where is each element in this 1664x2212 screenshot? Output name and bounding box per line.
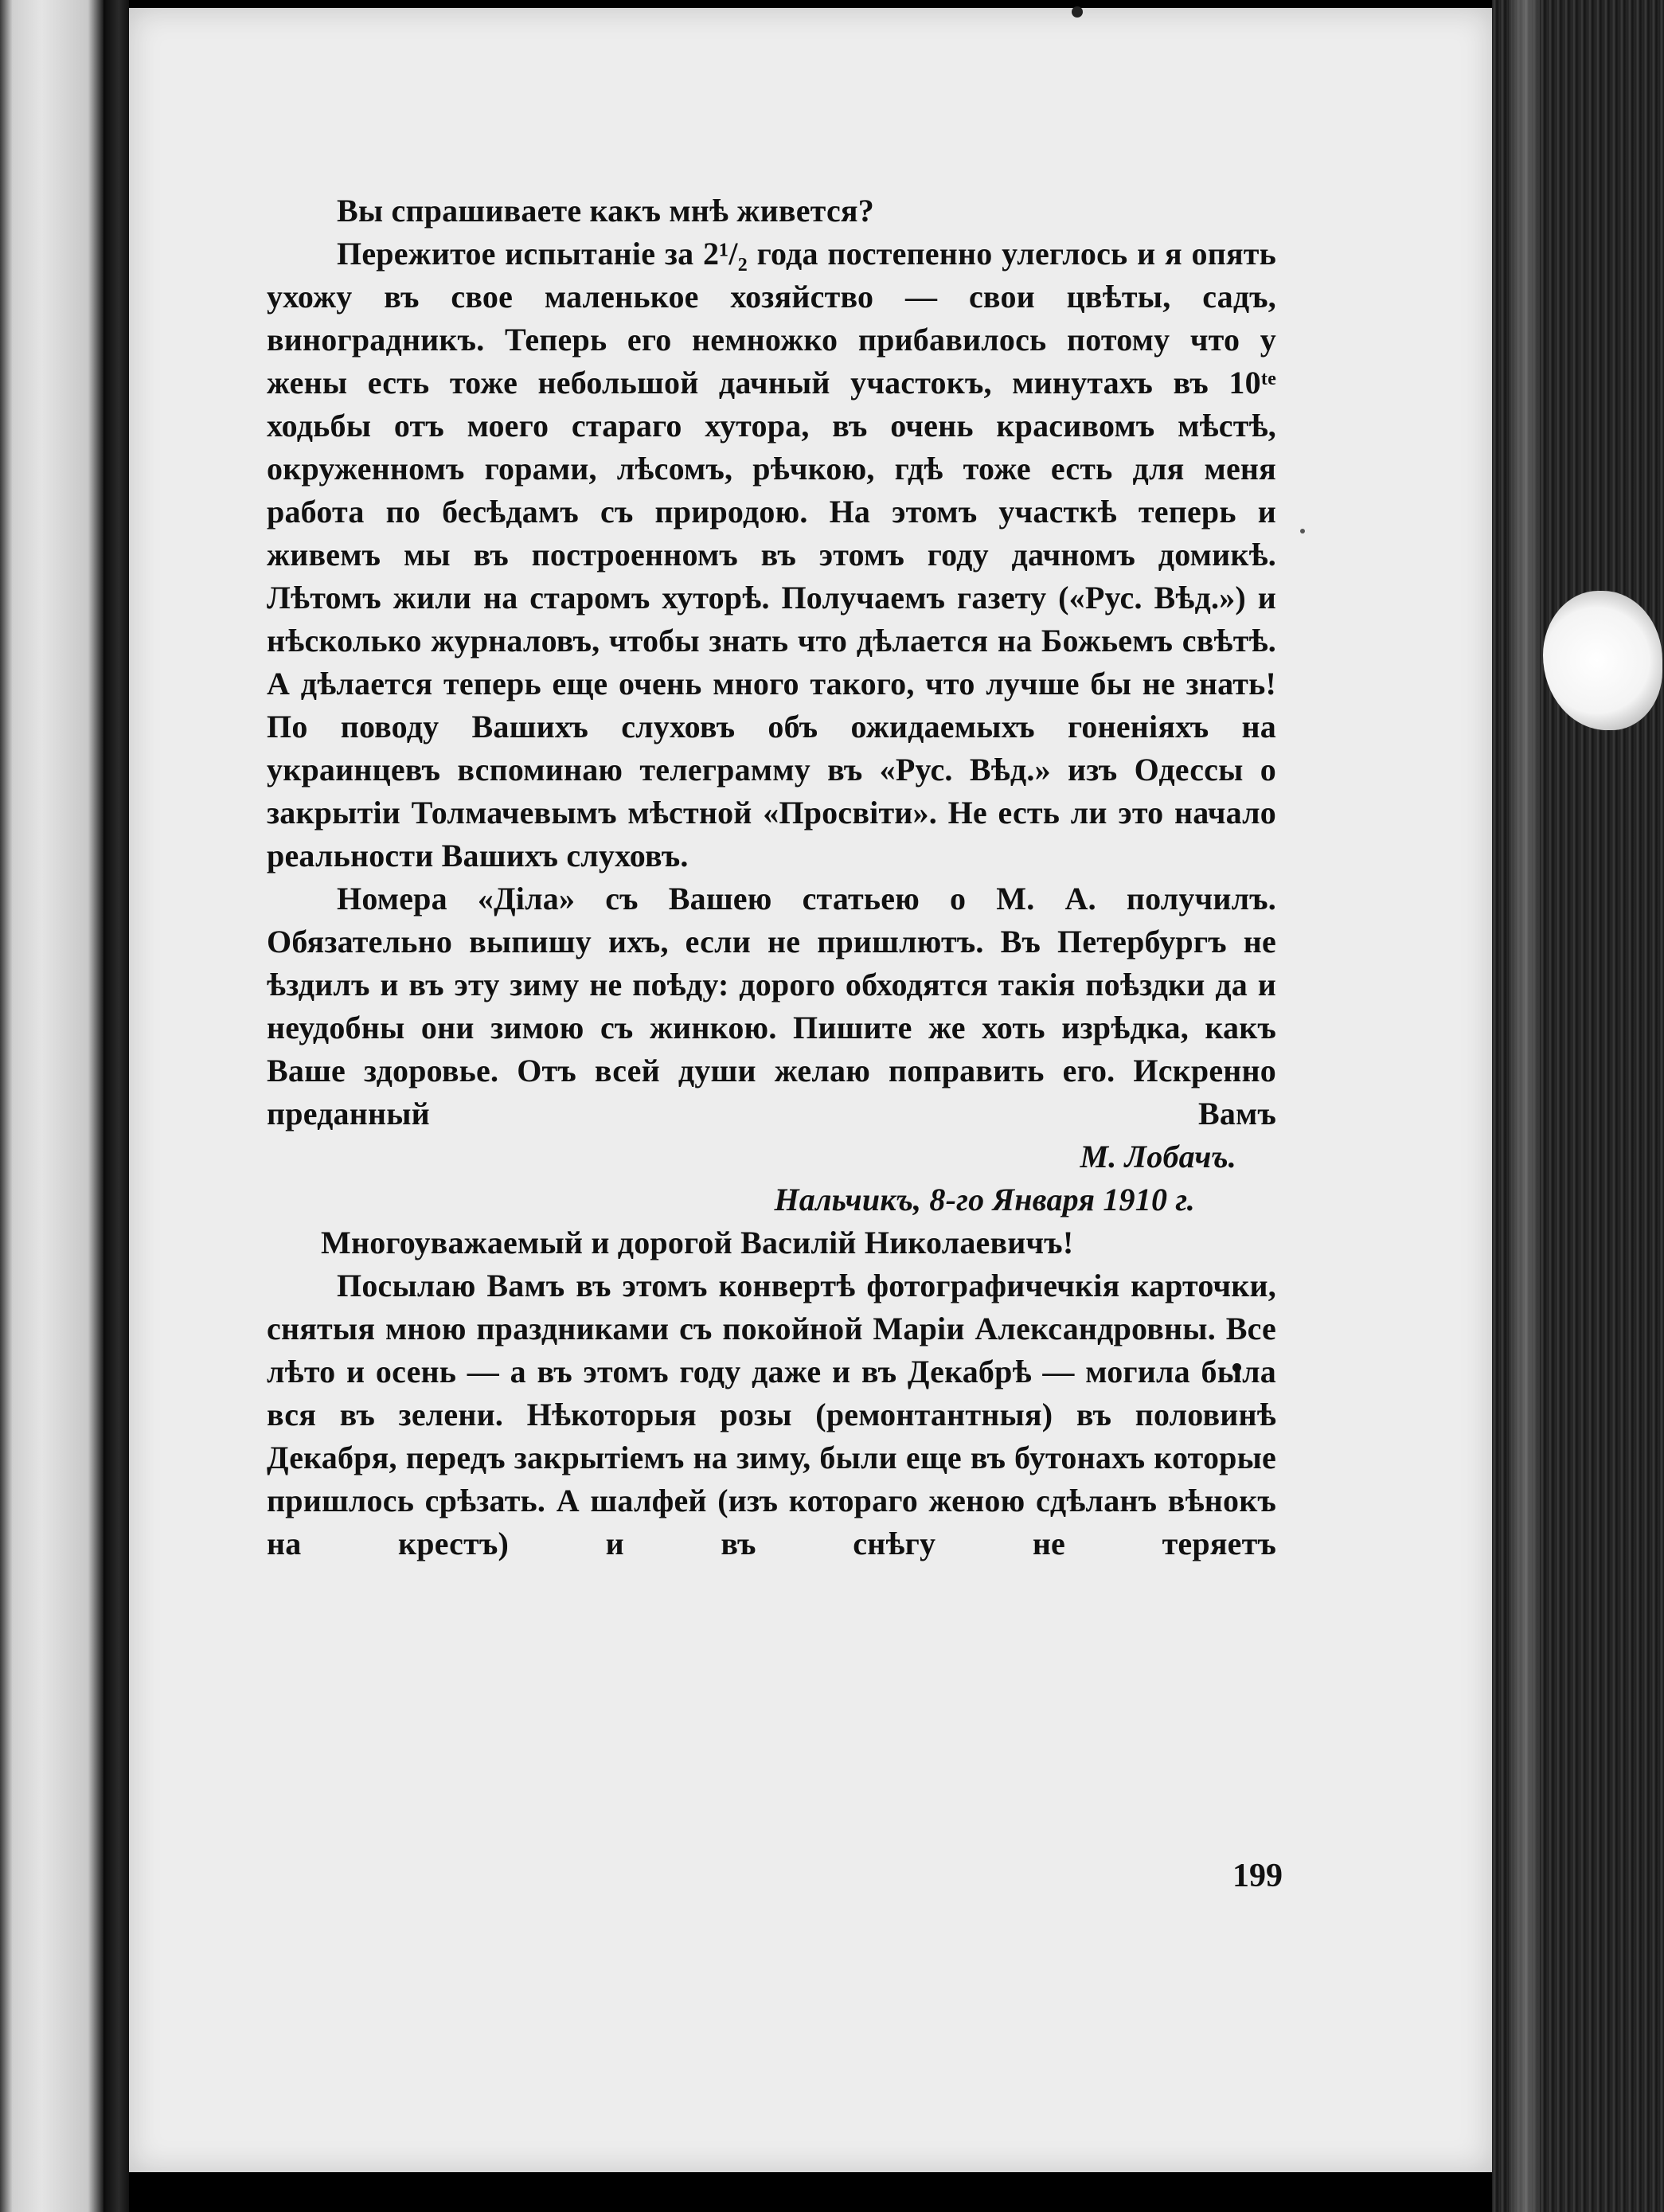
left-page-edge [0,0,104,2212]
signature-line [267,1135,1276,1178]
page-number: 199 [1232,1858,1283,1894]
letter1-signature: М. Лобачъ. [1080,1139,1236,1174]
letter1-paragraph-2: Номера «Діла» съ Вашею статьею о М. А. получилъ. Обязательно выпишу ихъ, если не пришлютъ. Въ Петербургъ не ѣздилъ и въ эту зиму не поѣду: дорого обходятся такія поѣздки да и неудобны они зимою съ жинкою. Пишите же хоть изрѣдка, какъ Ваше здоровье. Отъ всей души желаю поправить его. Искренно преданный Вамъ [267,881,1276,1131]
letter1-opening: Вы спрашиваете какъ мнѣ живется? [337,193,874,229]
letter2-paragraph-1: Посылаю Вамъ въ этомъ конвертѣ фотографичечкія карточки, снятыя мною праздниками съ покойной Маріи Александровны. Все лѣто и осень — а въ этомъ году даже и въ Декабрѣ — могила была вся въ зелени. Нѣкоторыя розы (ремонтантныя) въ половинѣ Декабря, передъ закрытіемъ на зиму, были еще въ бутонахъ которые пришлось срѣзать. А шалфей (изъ котораго женою сдѣланъ вѣнокъ на крестъ) и въ снѣгу не теряетъ [267,1268,1276,1561]
book-gutter [104,0,129,2212]
page-text [267,190,1276,1565]
ink-speck [1072,6,1083,18]
letter2-dateline: Нальчикъ, 8-го Января 1910 г. [774,1182,1195,1217]
letter2-salutation: Многоуважаемый и дорогой Василій Николаевичъ! [321,1225,1074,1260]
letter1-paragraph-1: Пережитое испытаніе за 2¹/₂ года постепенно улеглось и я опять ухожу въ свое маленькое хозяйство — свои цвѣты, садъ, виноградникъ. Теперь его немножко прибавилось потому что у жены есть тоже небольшой дачный участокъ, минутахъ въ 10ᵗᵉ ходьбы отъ моего стараго хутора, въ очень красивомъ мѣстѣ, окруженномъ горами, лѣсомъ, рѣчкою, гдѣ тоже есть для меня работа по бесѣдамъ съ природою. На этомъ участкѣ теперь и живемъ мы въ построенномъ въ этомъ году дачномъ домикѣ. Лѣтомъ жили на старомъ хуторѣ. Получаемъ газету («Рус. Вѣд.») и нѣсколько журналовъ, чтобы знать что дѣлается на Божьемъ свѣтѣ. А дѣлается теперь еще очень много такого, что лучше бы не знать! По поводу Вашихъ слуховъ объ ожидаемыхъ гоненіяхъ на украинцевъ вспоминаю телеграмму въ «Рус. Вѣд.» изъ Одессы о закрытіи Толмачевымъ мѣстной «Просвіти». Не есть ли это начало реальности Вашихъ слуховъ. [267,236,1276,873]
page-edge-highlight [1511,0,1540,2212]
ink-speck [1300,529,1305,533]
